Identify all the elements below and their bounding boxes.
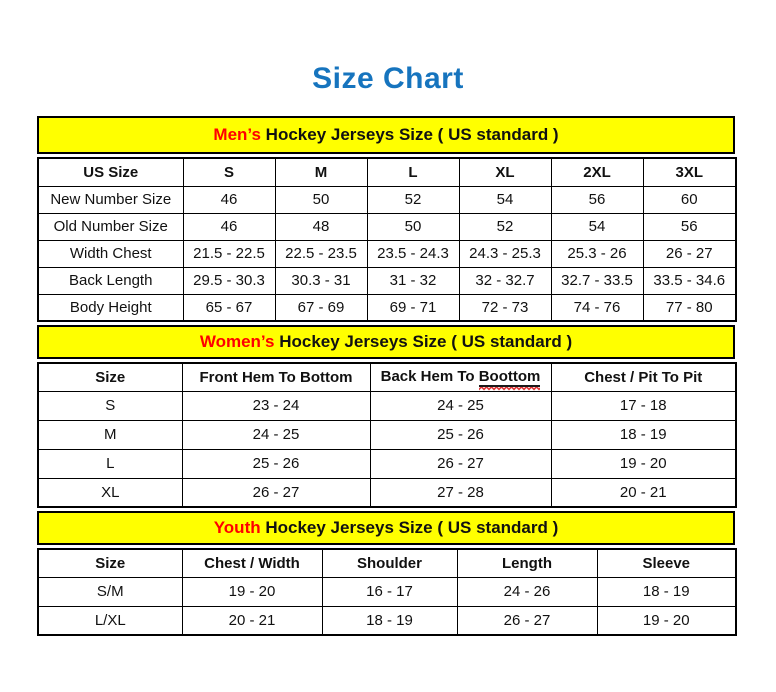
mens-band-text: Hockey Jerseys Size ( US standard ) bbox=[260, 125, 559, 144]
column-header: US Size bbox=[38, 158, 183, 186]
youth-label: Youth bbox=[213, 518, 261, 537]
size-value: 74 - 76 bbox=[551, 294, 643, 321]
size-value: 69 - 71 bbox=[367, 294, 459, 321]
size-value: 26 - 27 bbox=[643, 240, 736, 267]
size-value: 26 - 27 bbox=[457, 606, 597, 635]
table-row bbox=[38, 449, 736, 478]
column-header: Size bbox=[38, 549, 182, 577]
size-value: 20 - 21 bbox=[182, 606, 322, 635]
youth-size-table bbox=[37, 548, 737, 636]
size-value: 67 - 69 bbox=[275, 294, 367, 321]
row-label: S/M bbox=[38, 577, 182, 606]
size-value: 32.7 - 33.5 bbox=[551, 267, 643, 294]
size-value: 29.5 - 30.3 bbox=[183, 267, 275, 294]
table-row bbox=[38, 213, 736, 240]
size-value: 19 - 20 bbox=[182, 577, 322, 606]
size-value: 46 bbox=[183, 186, 275, 213]
table-row bbox=[38, 391, 736, 420]
mens-size-table bbox=[37, 157, 737, 322]
youth-section-band bbox=[37, 511, 735, 545]
size-value: 56 bbox=[643, 213, 736, 240]
size-value: 19 - 20 bbox=[551, 449, 736, 478]
column-header: M bbox=[275, 158, 367, 186]
size-value: 30.3 - 31 bbox=[275, 267, 367, 294]
column-header: Size bbox=[38, 363, 182, 391]
table-header-row bbox=[38, 363, 736, 391]
size-value: 26 - 27 bbox=[182, 478, 370, 507]
size-value: 50 bbox=[367, 213, 459, 240]
size-value: 17 - 18 bbox=[551, 391, 736, 420]
table-row bbox=[38, 240, 736, 267]
row-label: M bbox=[38, 420, 182, 449]
size-value: 16 - 17 bbox=[322, 577, 457, 606]
column-header: Sleeve bbox=[597, 549, 736, 577]
row-label: Old Number Size bbox=[38, 213, 183, 240]
table-row bbox=[38, 606, 736, 635]
column-header: 3XL bbox=[643, 158, 736, 186]
size-value: 18 - 19 bbox=[322, 606, 457, 635]
row-label: S bbox=[38, 391, 182, 420]
column-header: Front Hem To Bottom bbox=[182, 363, 370, 391]
row-label: XL bbox=[38, 478, 182, 507]
youth-band-text: Hockey Jerseys Size ( US standard ) bbox=[260, 518, 559, 537]
size-value: 72 - 73 bbox=[459, 294, 551, 321]
table-row bbox=[38, 267, 736, 294]
size-value: 52 bbox=[459, 213, 551, 240]
table-row bbox=[38, 577, 736, 606]
size-value: 50 bbox=[275, 186, 367, 213]
row-label: Width Chest bbox=[38, 240, 183, 267]
row-label: L/XL bbox=[38, 606, 182, 635]
row-label: L bbox=[38, 449, 182, 478]
column-header: Chest / Pit To Pit bbox=[551, 363, 736, 391]
size-value: 18 - 19 bbox=[551, 420, 736, 449]
table-row bbox=[38, 186, 736, 213]
size-value: 24 - 26 bbox=[457, 577, 597, 606]
row-label: New Number Size bbox=[38, 186, 183, 213]
size-value: 65 - 67 bbox=[183, 294, 275, 321]
size-value: 23.5 - 24.3 bbox=[367, 240, 459, 267]
size-value: 24.3 - 25.3 bbox=[459, 240, 551, 267]
size-value: 32 - 32.7 bbox=[459, 267, 551, 294]
column-header-text: Back Hem To bbox=[380, 367, 479, 385]
table-row bbox=[38, 478, 736, 507]
table-header-row bbox=[38, 158, 736, 186]
size-value: 48 bbox=[275, 213, 367, 240]
size-value: 25 - 26 bbox=[182, 449, 370, 478]
column-header: S bbox=[183, 158, 275, 186]
size-value: 24 - 25 bbox=[182, 420, 370, 449]
womens-section-band bbox=[37, 325, 735, 359]
size-value: 27 - 28 bbox=[370, 478, 551, 507]
size-value: 25.3 - 26 bbox=[551, 240, 643, 267]
column-header: L bbox=[367, 158, 459, 186]
column-header: Length bbox=[457, 549, 597, 577]
womens-size-table bbox=[37, 362, 737, 508]
womens-band-text: Hockey Jerseys Size ( US standard ) bbox=[274, 332, 573, 351]
size-value: 22.5 - 23.5 bbox=[275, 240, 367, 267]
misspelled-word: Boottom bbox=[478, 367, 541, 385]
size-value: 31 - 32 bbox=[367, 267, 459, 294]
row-label: Body Height bbox=[38, 294, 183, 321]
mens-section-band bbox=[37, 116, 735, 154]
size-value: 54 bbox=[551, 213, 643, 240]
size-value: 19 - 20 bbox=[597, 606, 736, 635]
table-row bbox=[38, 294, 736, 321]
column-header bbox=[370, 363, 551, 391]
size-value: 60 bbox=[643, 186, 736, 213]
size-value: 24 - 25 bbox=[370, 391, 551, 420]
size-value: 46 bbox=[183, 213, 275, 240]
womens-label: Women’s bbox=[199, 332, 275, 351]
size-value: 26 - 27 bbox=[370, 449, 551, 478]
size-value: 18 - 19 bbox=[597, 577, 736, 606]
size-value: 56 bbox=[551, 186, 643, 213]
table-header-row bbox=[38, 549, 736, 577]
size-value: 21.5 - 22.5 bbox=[183, 240, 275, 267]
size-value: 77 - 80 bbox=[643, 294, 736, 321]
column-header: 2XL bbox=[551, 158, 643, 186]
table-row bbox=[38, 420, 736, 449]
column-header: Shoulder bbox=[322, 549, 457, 577]
size-value: 25 - 26 bbox=[370, 420, 551, 449]
column-header: XL bbox=[459, 158, 551, 186]
size-value: 20 - 21 bbox=[551, 478, 736, 507]
column-header: Chest / Width bbox=[182, 549, 322, 577]
size-value: 33.5 - 34.6 bbox=[643, 267, 736, 294]
mens-label: Men’s bbox=[213, 125, 261, 144]
size-value: 23 - 24 bbox=[182, 391, 370, 420]
size-chart-content bbox=[37, 116, 735, 636]
page-title: Size Chart bbox=[312, 62, 464, 95]
row-label: Back Length bbox=[38, 267, 183, 294]
size-value: 54 bbox=[459, 186, 551, 213]
size-value: 52 bbox=[367, 186, 459, 213]
